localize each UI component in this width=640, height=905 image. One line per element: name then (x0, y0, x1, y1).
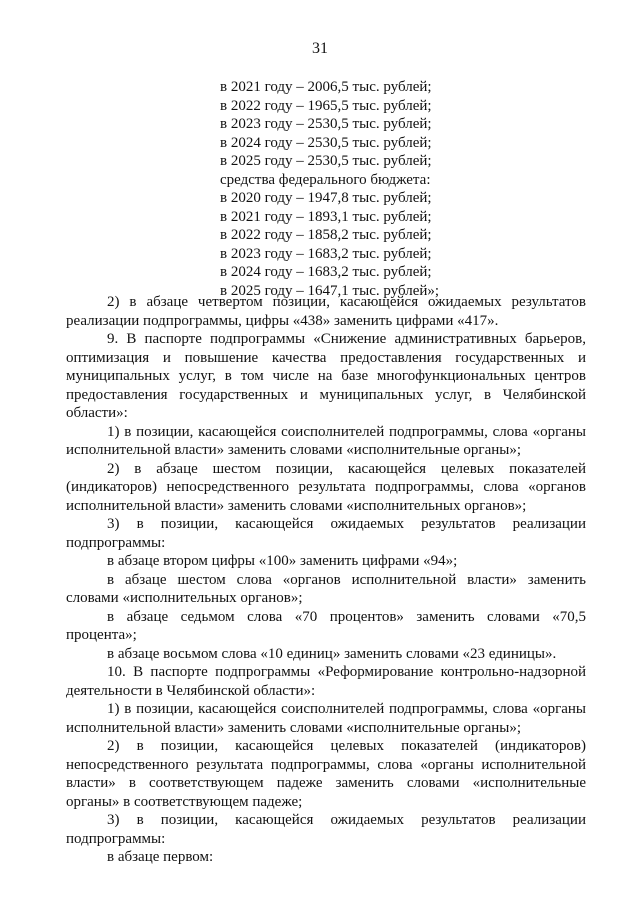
paragraph: в абзаце седьмом слова «70 процентов» заменить словами «70,5 процента»; (66, 608, 586, 643)
amount-line: в 2025 году – 2530,5 тыс. рублей; (220, 153, 432, 169)
page-number: 31 (312, 40, 328, 57)
paragraph: 1) в позиции, касающейся соисполнителей подпрограммы, слова «органы исполнительной власти» заменить словами «исполнительные органы»; (66, 701, 586, 736)
amount-line: в 2023 году – 2530,5 тыс. рублей; (220, 116, 432, 132)
paragraph: 2) в позиции, касающейся целевых показателей (индикаторов) непосредственного результата подпрограммы, слова «органы исполнительной власти» в соответствующем падеже заменить словами «исполнительные органы» в соответствующем падеже; (66, 738, 586, 810)
amount-heading: средства федерального бюджета: (220, 171, 431, 188)
paragraph: в абзаце восьмом слова «10 единиц» заменить словами «23 единицы». (107, 645, 557, 662)
amount-line: в 2021 году – 2006,5 тыс. рублей; (220, 79, 432, 95)
amount-line: в 2022 году – 1965,5 тыс. рублей; (220, 97, 432, 114)
amount-line: в 2023 году – 1683,2 тыс. рублей; (220, 245, 432, 262)
document-body (66, 293, 586, 867)
amount-line: в 2024 году – 1683,2 тыс. рублей; (220, 264, 432, 280)
paragraph: в абзаце первом: (107, 849, 214, 865)
funding-amounts-list (220, 78, 439, 300)
paragraph: в абзаце втором цифры «100» заменить цифрами «94»; (107, 553, 458, 569)
amount-line: в 2022 году – 1858,2 тыс. рублей; (220, 227, 432, 243)
paragraph: 1) в позиции, касающейся соисполнителей подпрограммы, слова «органы исполнительной власти» заменить словами «исполнительные органы»; (66, 423, 586, 458)
amount-line: в 2024 году – 2530,5 тыс. рублей; (220, 134, 432, 151)
paragraph: 9. В паспорте подпрограммы «Снижение административных барьеров, оптимизация и повышение качества предоставления государственных и муниципальных услуг, в том числе на базе многофункциональных центров предоставления государственных и муниципальных услуг, в Челябинской области»: (66, 331, 586, 421)
amount-line: в 2025 году – 1647,1 тыс. рублей»; (220, 282, 440, 299)
amount-line: в 2020 году – 1947,8 тыс. рублей; (220, 190, 432, 206)
paragraph: 10. В паспорте подпрограммы «Реформирование контрольно-надзорной деятельности в Челябинской области»: (66, 664, 586, 699)
paragraph: 3) в позиции, касающейся ожидаемых результатов реализации подпрограммы: (66, 812, 586, 847)
amount-line: в 2021 году – 1893,1 тыс. рублей; (220, 208, 432, 225)
paragraph: 2) в абзаце четвертом позиции, касающейся ожидаемых результатов реализации подпрограммы, цифры «438» заменить цифрами «417». (66, 294, 586, 329)
paragraph: 3) в позиции, касающейся ожидаемых результатов реализации подпрограммы: (66, 516, 586, 551)
paragraph: 2) в абзаце шестом позиции, касающейся целевых показателей (индикаторов) непосредственного результата подпрограммы, слова «органов исполнительной власти» заменить словами «исполнительных органов»; (66, 460, 586, 514)
paragraph: в абзаце шестом слова «органов исполнительной власти» заменить словами «исполнительных органов»; (66, 571, 586, 606)
